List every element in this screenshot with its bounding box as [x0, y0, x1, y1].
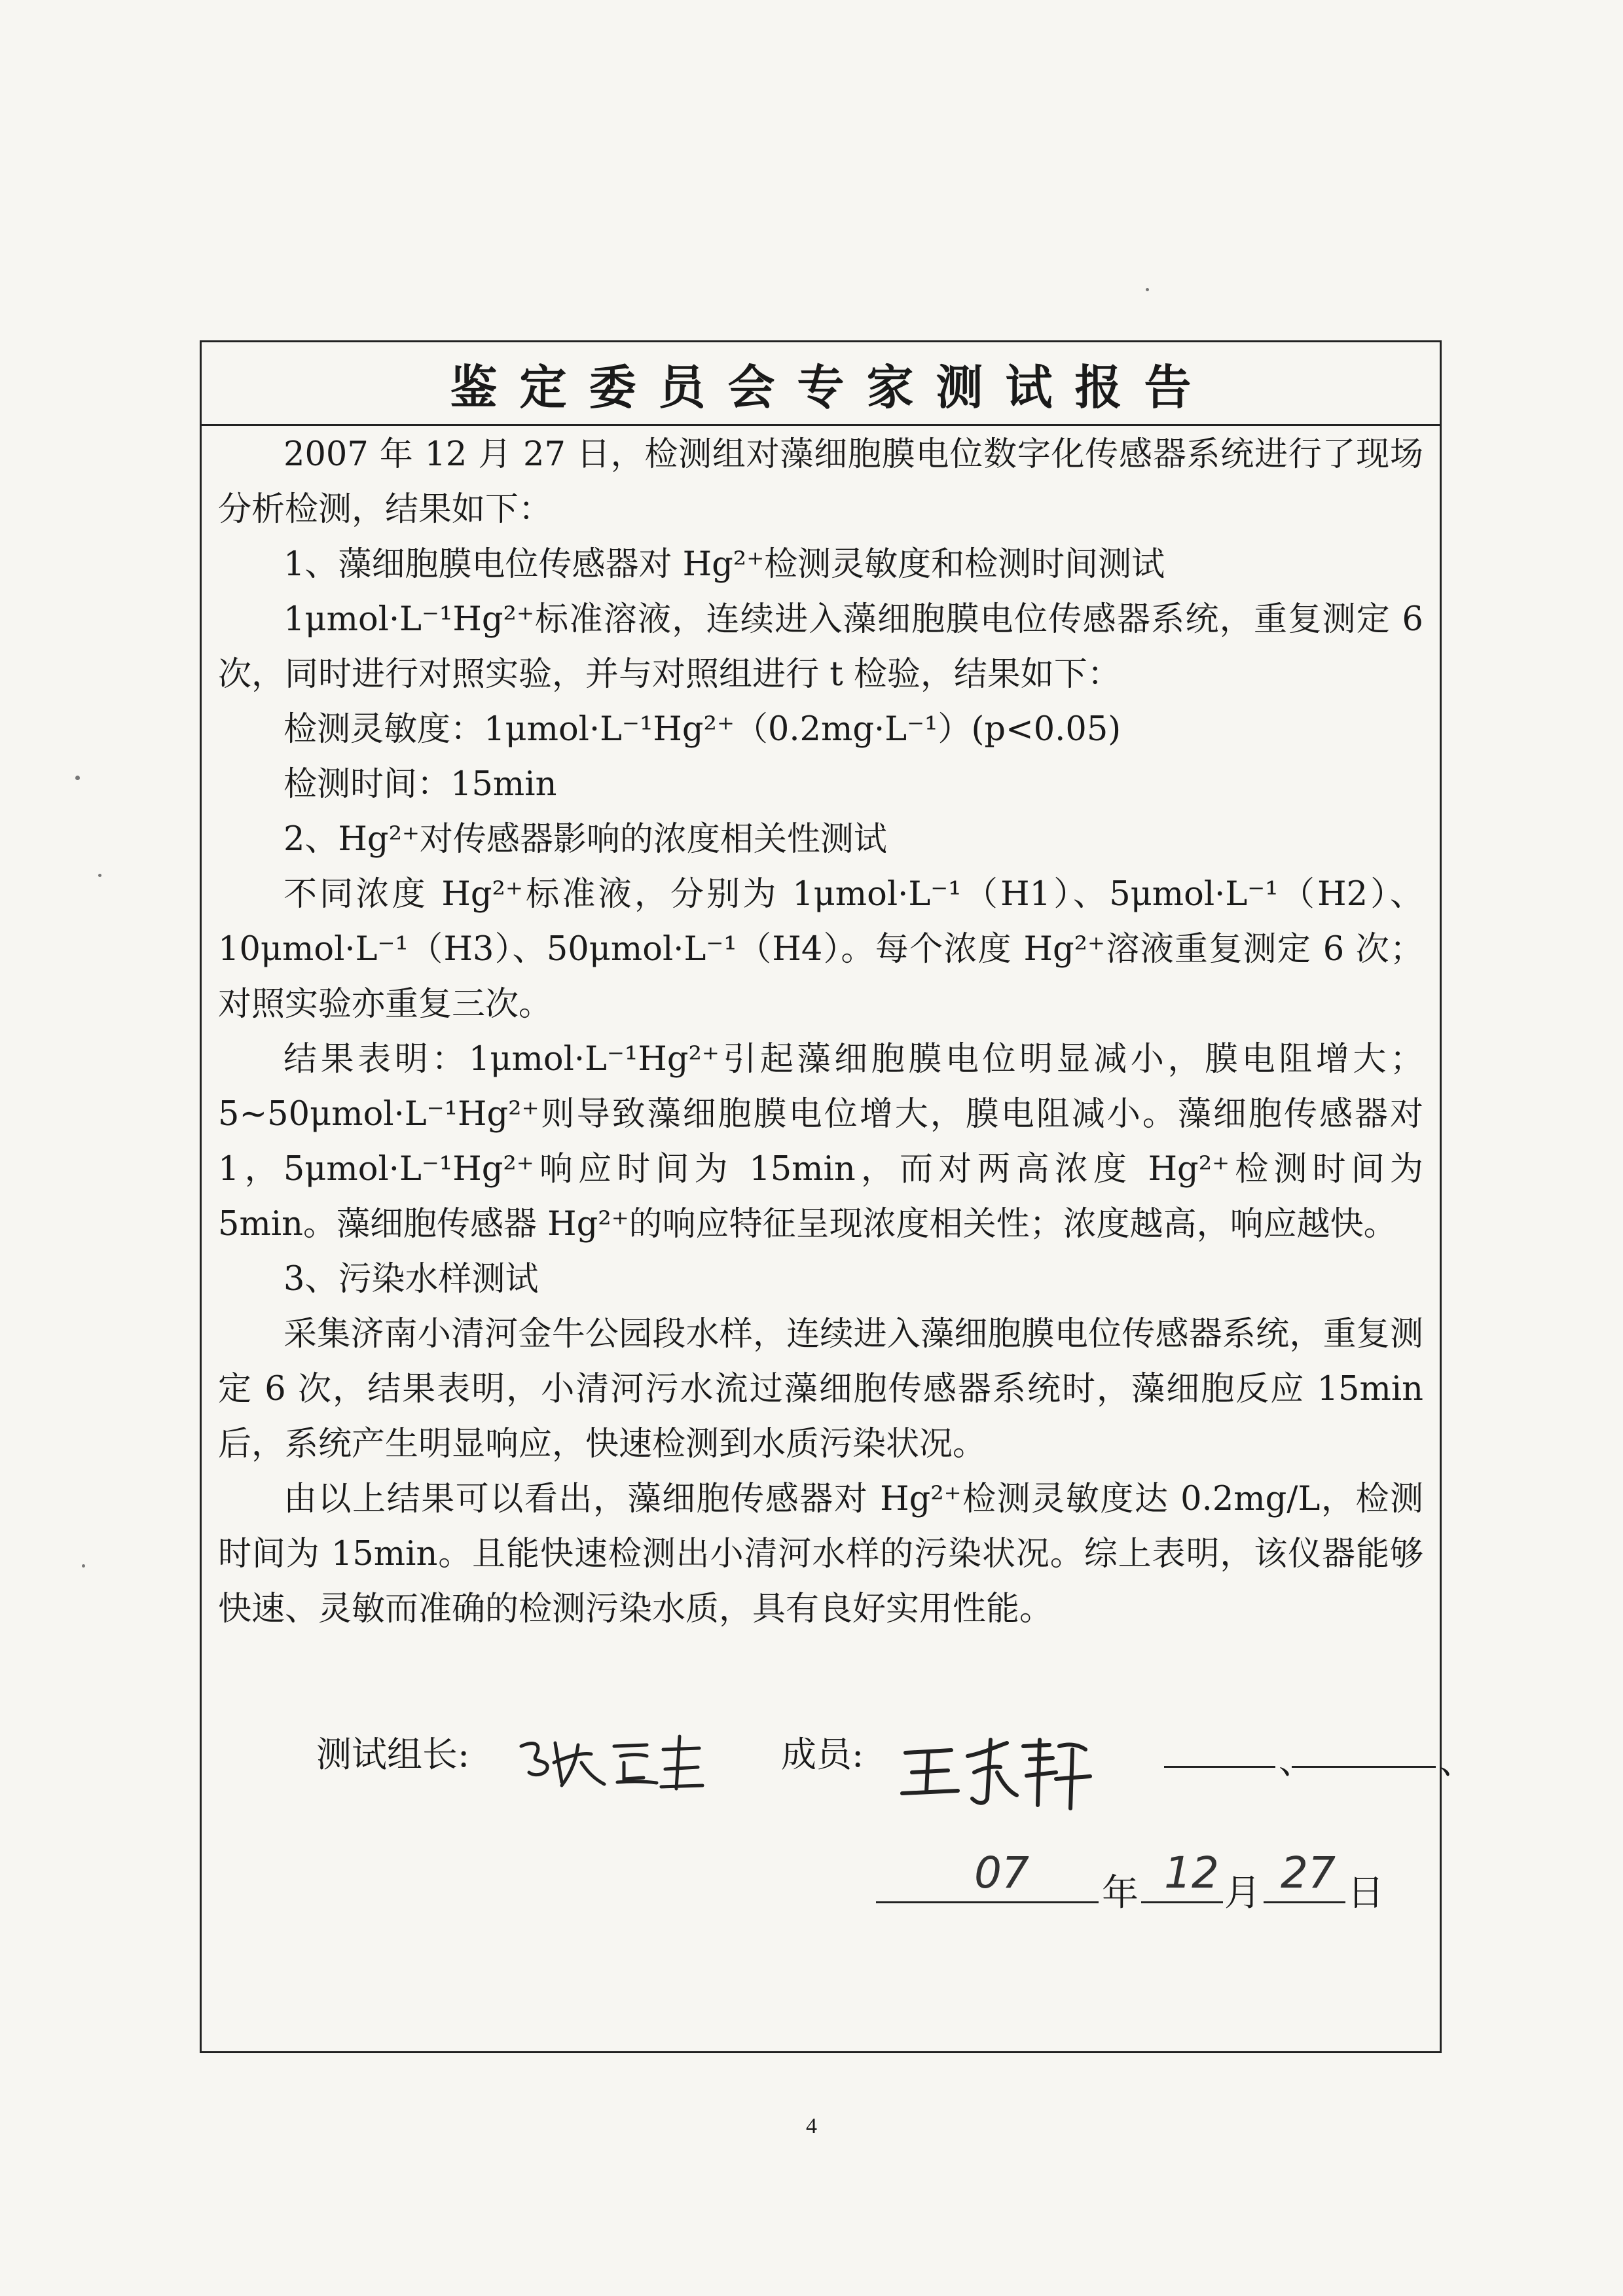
leader-signature — [516, 1727, 706, 1807]
day-label: 日 — [1347, 1872, 1384, 1914]
scan-speck — [1146, 288, 1149, 291]
scan-speck — [75, 776, 80, 780]
date-row — [202, 1841, 1444, 1920]
paragraph-1: 1μmol·L⁻¹Hg²⁺标准溶液，连续进入藻细胞膜电位传感器系统，重复测定 6 次，同时进行对照实验，并与对照组进行 t 检验，结果如下： — [218, 600, 1423, 694]
title-row — [202, 342, 1440, 426]
report-title: 鉴定委员会专家测试报告 — [450, 359, 1214, 415]
scan-speck — [82, 1564, 85, 1568]
separator-1: 、 — [1279, 1740, 1314, 1782]
section-heading-1: 1、藻细胞膜电位传感器对 Hg²⁺检测灵敏度和检测时间测试 — [283, 545, 1165, 584]
paragraph-conclusion: 由以上结果可以看出，藻细胞传感器对 Hg²⁺检测灵敏度达 0.2mg/L，检测时间为 15min。且能快速检测出小清河水样的污染状况。综上表明，该仪器能够快速、灵敏而准确的检测污染水质，具有良好实用性能。 — [218, 1480, 1423, 1628]
paragraph-results: 结果表明：1μmol·L⁻¹Hg²⁺引起藻细胞膜电位明显减小，膜电阻增大；5~50μmol·L⁻¹Hg²⁺则导致藻细胞膜电位增大，膜电阻减小。藻细胞传感器对 1，5μmol·L⁻¹Hg²⁺响应时间为 15min，而对两高浓度 Hg²⁺检测时间为 5min。藻细胞传感器 Hg²⁺的响应特征呈现浓度相关性；浓度越高，响应越快。 — [218, 1040, 1423, 1244]
month-label: 月 — [1224, 1872, 1261, 1914]
year-label: 年 — [1102, 1872, 1139, 1914]
report-body — [218, 427, 1423, 1637]
month-underline — [1141, 1901, 1223, 1903]
intro-paragraph: 2007 年 12 月 27 日，检测组对藻细胞膜电位数字化传感器系统进行了现场分析检测，结果如下： — [218, 435, 1423, 529]
scan-speck — [98, 874, 101, 877]
paragraph-concentrations: 不同浓度 Hg²⁺标准液，分别为 1μmol·L⁻¹（H1）、5μmol·L⁻¹（H2）、10μmol·L⁻¹（H3）、50μmol·L⁻¹（H4）。每个浓度 Hg²⁺溶液重复测定 6 次；对照实验亦重复三次。 — [218, 875, 1423, 1024]
member-blank-1 — [1164, 1766, 1275, 1768]
separator-2: 、 — [1439, 1740, 1474, 1782]
page-number: 4 — [806, 2114, 817, 2138]
leader-label: 测试组长: — [316, 1734, 470, 1775]
year-value: 07 — [974, 1848, 1029, 1898]
day-underline — [1264, 1901, 1345, 1903]
day-value: 27 — [1281, 1848, 1336, 1898]
paragraph-detect-time: 检测时间：15min — [283, 765, 557, 804]
month-value: 12 — [1164, 1848, 1219, 1898]
section-heading-3: 3、污染水样测试 — [283, 1260, 539, 1299]
paragraph-water-sample: 采集济南小清河金牛公园段水样，连续进入藻细胞膜电位传感器系统，重复测定 6 次，结果表明，小清河污水流过藻细胞传感器系统时，藻细胞反应 15min 后，系统产生明显响应，快速检测到水质污染状况。 — [218, 1315, 1423, 1463]
member-label: 成员: — [781, 1734, 864, 1775]
paragraph-sensitivity: 检测灵敏度：1μmol·L⁻¹Hg²⁺（0.2mg·L⁻¹）(p<0.05) — [283, 710, 1122, 749]
member-blank-3 — [1292, 1766, 1400, 1768]
signature-row — [316, 1707, 1474, 1782]
member-signature — [899, 1727, 1095, 1827]
year-underline — [876, 1901, 1099, 1903]
section-heading-2: 2、Hg²⁺对传感器影响的浓度相关性测试 — [283, 820, 887, 859]
report-frame — [200, 340, 1474, 2053]
